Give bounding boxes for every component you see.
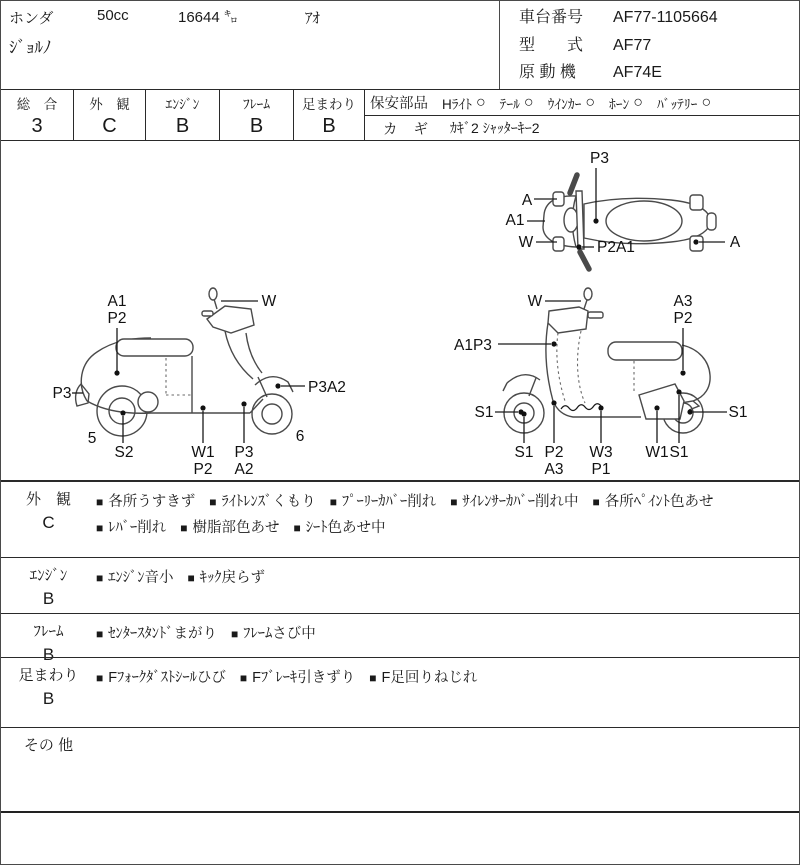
label-6: 6	[295, 428, 305, 445]
key-label: カ ギ	[383, 121, 435, 138]
engine-case	[138, 392, 158, 412]
section-engine-grade: B	[42, 589, 55, 608]
seat	[608, 342, 682, 360]
steering-stem	[576, 191, 584, 249]
handlebar-right-grip	[580, 252, 589, 269]
other-defect-list	[96, 728, 789, 735]
engine-cover	[639, 384, 684, 419]
label-p2: P2	[107, 310, 127, 327]
maker-name: ホンダ	[9, 10, 54, 27]
square-bullet-icon: ■	[293, 521, 301, 535]
defect-item: ■ ﾌﾚｰﾑさび中	[231, 626, 316, 642]
front-wheel	[252, 394, 292, 434]
marker-dot	[654, 405, 659, 410]
label-w1: W1	[191, 444, 215, 461]
key-row	[365, 115, 799, 140]
safety-parts-row	[365, 90, 799, 115]
label-p3: P3	[590, 150, 609, 167]
rating-overall	[1, 90, 74, 140]
square-bullet-icon: ■	[450, 495, 458, 509]
model-code-value: AF77	[613, 36, 652, 54]
marker-dot	[551, 400, 556, 405]
marker-dot	[693, 239, 698, 244]
headlight-ok-circle-icon: ○	[476, 93, 486, 111]
defect-item: ■ 樹脂部色あせ	[180, 520, 280, 536]
taillight-label: ﾃｰﾙ	[499, 96, 520, 112]
section-other	[1, 727, 799, 811]
panel-seam-dashed	[578, 331, 585, 403]
rating-frame	[220, 90, 294, 140]
marker-dot	[521, 411, 526, 416]
square-bullet-icon: ■	[329, 495, 337, 509]
panel-seam-dashed	[557, 333, 565, 401]
section-engine-label: ｴﾝｼﾞﾝ	[29, 567, 68, 584]
marker-dot	[593, 218, 598, 223]
front-fork	[529, 378, 536, 396]
marker-dot	[576, 244, 581, 249]
marker-dot	[114, 370, 119, 375]
scooter-left-side-diagram	[31, 273, 361, 478]
rating-engine	[146, 90, 220, 140]
safety-parts-panel	[365, 90, 799, 140]
engine-defect-list	[96, 558, 789, 591]
section-engine-header	[1, 558, 96, 609]
winker-label: ｳｲﾝｶｰ	[547, 96, 582, 112]
square-bullet-icon: ■	[96, 671, 104, 685]
label-p2: P2	[673, 310, 693, 327]
legshield-and-floor	[546, 323, 641, 417]
mileage-unit: ㌔	[223, 9, 238, 25]
label-p3-left: P3	[52, 385, 72, 402]
defect-item: ■ ﾚﾊﾞｰ削れ	[96, 520, 167, 536]
label-p2a1: P2A1	[597, 239, 635, 256]
horn-label: ﾎｰﾝ	[609, 96, 630, 112]
handle-grip	[588, 312, 603, 318]
label-p3a2: P3A2	[308, 379, 346, 396]
label-w: W	[527, 293, 543, 310]
winker-ok-circle-icon: ○	[585, 93, 596, 111]
scooter-top-view-diagram	[481, 149, 800, 274]
label-w3: W3	[589, 444, 613, 461]
safety-item-taillight	[500, 93, 534, 113]
section-undercarriage-label: 足まわり	[18, 667, 79, 684]
marker-dot	[551, 341, 556, 346]
engine-code-row	[519, 59, 718, 87]
rear-tail	[707, 213, 716, 230]
rating-engine-grade: B	[175, 115, 190, 137]
mileage-value: 16644	[178, 9, 220, 26]
panel-seam-dashed	[166, 358, 191, 395]
square-bullet-icon: ■	[96, 495, 104, 509]
square-bullet-icon: ■	[592, 495, 600, 509]
defect-item: ■ ﾗｲﾄﾚﾝｽﾞくもり	[209, 494, 316, 510]
defect-item: ■ ｻｲﾚﾝｻｰｶﾊﾞｰ削れ中	[450, 494, 579, 510]
model-code-row	[519, 32, 718, 60]
marker-dot	[241, 401, 246, 406]
square-bullet-icon: ■	[369, 671, 377, 685]
section-frame	[1, 613, 799, 664]
exterior-defect-list	[96, 482, 789, 541]
taillight-ok-circle-icon: ○	[523, 93, 534, 111]
header	[1, 1, 799, 89]
label-a1: A1	[107, 293, 127, 310]
seat-top	[606, 201, 682, 241]
label-a1p3: A1P3	[454, 337, 492, 354]
frame-defect-list	[96, 614, 789, 647]
section-frame-grade: B	[42, 645, 55, 664]
header-divider	[499, 1, 500, 89]
defect-item: ■ 各所ﾍﾟｲﾝﾄ色あせ	[592, 494, 714, 510]
engine-code-label: 原 動 機	[519, 64, 576, 81]
safety-item-headlight	[442, 93, 486, 113]
section-exterior-label: 外 観	[25, 491, 71, 508]
square-bullet-icon: ■	[96, 571, 104, 585]
rating-exterior-grade: C	[102, 115, 117, 137]
square-bullet-icon: ■	[231, 627, 239, 641]
mirror-stem	[214, 299, 217, 309]
defect-item: ■ 各所うすきず	[96, 494, 196, 510]
rating-undercarriage-label: 足まわり	[302, 97, 356, 112]
defect-item: ■ ｴﾝｼﾞﾝ音小	[96, 570, 174, 586]
marker-dot	[598, 405, 603, 410]
section-engine	[1, 557, 799, 613]
rating-undercarriage-grade: B	[322, 115, 336, 137]
handlebar-head	[207, 306, 254, 333]
rating-frame-grade: B	[249, 115, 264, 137]
square-bullet-icon: ■	[96, 627, 104, 641]
defect-item: ■ ｼｰﾄ色あせ中	[293, 520, 386, 536]
marker-dot	[680, 370, 685, 375]
key-value: ｶｷﾞ2 ｼｬｯﾀｰｷｰ2	[450, 120, 540, 136]
label-w1: W1	[645, 444, 669, 461]
headlight-label: Hﾗｲﾄ	[442, 96, 472, 112]
rear-winker-left	[690, 195, 703, 210]
model-name: ｼﾞｮﾙﾉ	[9, 38, 52, 57]
defect-item: ■ ｾﾝﾀｰｽﾀﾝﾄﾞまがり	[96, 626, 217, 642]
label-p1: P1	[591, 461, 611, 478]
battery-ok-circle-icon: ○	[701, 93, 712, 111]
legshield-front-edge	[225, 331, 253, 379]
marker-dot	[687, 409, 692, 414]
safety-item-winker	[548, 93, 595, 113]
square-bullet-icon: ■	[96, 521, 104, 535]
rating-frame-label: ﾌﾚｰﾑ	[243, 97, 270, 112]
safety-item-horn	[609, 93, 643, 113]
marker-dot	[275, 383, 280, 388]
safety-parts-title: 保安部品	[370, 96, 428, 112]
label-a3b: A3	[544, 461, 564, 478]
undercarriage-defect-list	[96, 658, 789, 691]
marker-dot	[120, 410, 125, 415]
headlight-lens	[564, 208, 578, 232]
safety-item-battery	[657, 93, 711, 113]
seat	[116, 339, 193, 356]
label-p2b: P2	[544, 444, 564, 461]
rating-undercarriage	[294, 90, 365, 140]
label-5: 5	[87, 430, 97, 447]
scooter-right-side-diagram	[441, 273, 800, 478]
section-exterior	[1, 481, 799, 557]
defect-item: ■ Fﾌﾞﾚｰｷ引きずり	[239, 670, 356, 686]
vehicle-id-block	[519, 4, 718, 87]
bottom-empty-band	[1, 811, 799, 864]
square-bullet-icon: ■	[209, 495, 217, 509]
section-other-label: その 他	[23, 737, 74, 754]
legshield-inner-edge	[246, 333, 262, 373]
body-color: ｱｵ	[305, 10, 321, 27]
handle-grip	[202, 311, 213, 316]
rating-engine-label: ｴﾝｼﾞﾝ	[165, 97, 200, 112]
rating-overall-grade: 3	[31, 115, 43, 137]
square-bullet-icon: ■	[239, 671, 248, 685]
label-w: W	[261, 293, 277, 310]
mirror-stem	[584, 300, 587, 309]
label-a1: A1	[505, 212, 525, 229]
chassis-number-value: AF77-1105664	[613, 9, 718, 26]
label-p2b: P2	[193, 461, 213, 478]
section-exterior-grade: C	[42, 513, 55, 532]
displacement: 50cc	[97, 7, 129, 24]
engine-code-value: AF74E	[613, 64, 662, 81]
damage-squiggle-mark	[561, 404, 601, 411]
label-p3b: P3	[234, 444, 254, 461]
square-bullet-icon: ■	[187, 571, 195, 585]
label-s2: S2	[114, 444, 134, 461]
section-other-header	[1, 728, 96, 755]
mirror	[584, 288, 592, 300]
label-a-left: A	[521, 192, 533, 209]
mirror	[209, 288, 217, 300]
chassis-number-label: 車台番号	[519, 9, 584, 26]
rating-overall-label: 総 合	[16, 97, 58, 112]
section-undercarriage-grade: B	[42, 689, 55, 708]
defect-item: ■ Fﾌｫｰｸﾀﾞｽﾄｼｰﾙひび	[96, 670, 226, 686]
mileage	[178, 7, 238, 27]
rating-exterior	[74, 90, 146, 140]
section-undercarriage-header	[1, 658, 96, 709]
defect-item: ■ F足回りねじれ	[369, 670, 478, 686]
front-winker-right	[553, 237, 564, 251]
section-exterior-header	[1, 482, 96, 533]
handlebar-head	[548, 307, 588, 333]
rating-exterior-label: 外 観	[89, 97, 130, 112]
label-s1-left: S1	[474, 404, 494, 421]
label-a-right: A	[729, 234, 741, 251]
marker-dot	[200, 405, 205, 410]
label-a3: A3	[673, 293, 693, 310]
damage-diagram-panel	[1, 141, 799, 481]
square-bullet-icon: ■	[180, 521, 188, 535]
defect-item: ■ ｷｯｸ戻らず	[187, 570, 265, 586]
model-code-label: 型 式	[519, 36, 584, 54]
ratings-row	[1, 89, 799, 141]
label-w: W	[518, 234, 534, 251]
horn-ok-circle-icon: ○	[633, 93, 643, 111]
defect-item: ■ ﾌﾟｰﾘｰｶﾊﾞｰ削れ	[329, 494, 437, 510]
section-frame-label: ﾌﾚｰﾑ	[33, 623, 64, 640]
label-a2: A2	[234, 461, 254, 478]
section-undercarriage	[1, 657, 799, 727]
chassis-number-row	[519, 4, 718, 32]
label-s1-right: S1	[728, 404, 748, 421]
label-s1-bottom-left: S1	[514, 444, 534, 461]
label-s1-mid: S1	[669, 444, 689, 461]
marker-dot	[676, 389, 681, 394]
battery-label: ﾊﾞｯﾃﾘｰ	[656, 96, 698, 112]
